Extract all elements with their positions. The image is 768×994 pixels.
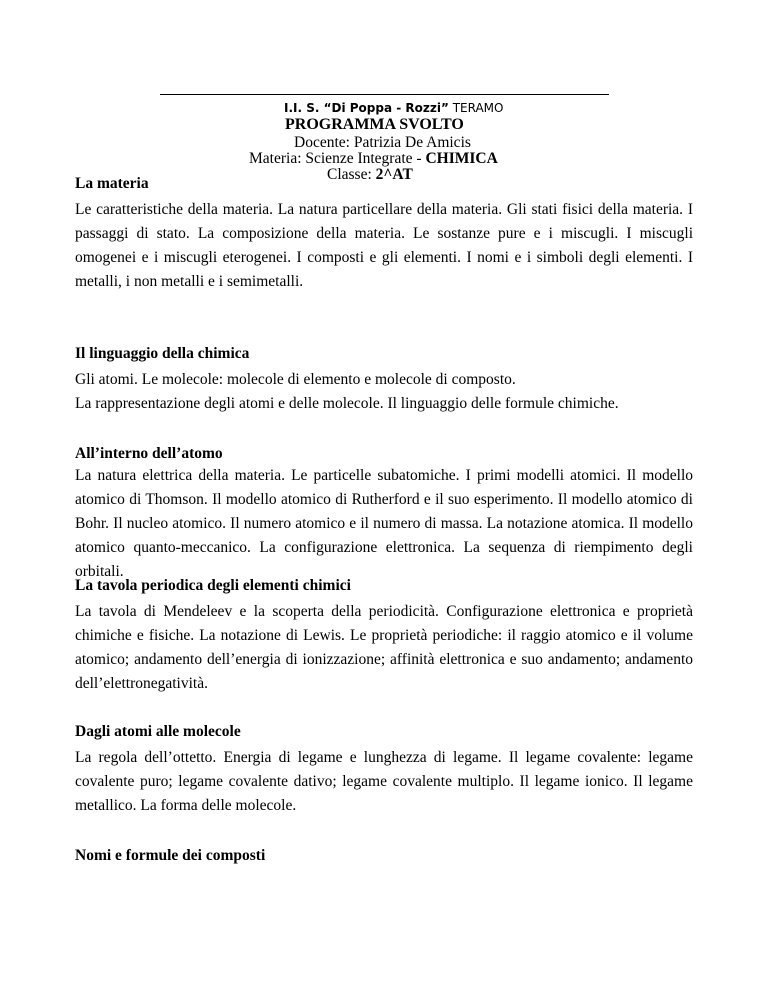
section-text: La regola dell’ottetto. Energia di legame e lunghezza di legame. Il legame covalente: legame covalente puro; legame covalente dativo; legame covalente multiplo. Il legame ionico. Il legame metallico. La forma delle molecole. [75, 749, 693, 814]
section-title: Nomi e formule dei composti [75, 847, 266, 864]
section-nomi-formule [75, 846, 693, 870]
section-title: La tavola periodica degli elementi chimici [75, 577, 351, 594]
school-name-bold: I.I. S. “Di Poppa - Rozzi” [284, 101, 449, 115]
section-interno-atomo [75, 444, 693, 584]
section-atomi-molecole [75, 722, 693, 818]
section-text: Le caratteristiche della materia. La natura particellare della materia. Gli stati fisici della materia. I passaggi di stato. La composizione della materia. Le sostanze pure e i miscugli. I miscugli omogenei e i miscugli eterogenei. I composti e gli elementi. I nomi e i simboli degli elementi. I metalli, i non metalli e i semimetalli. [75, 201, 693, 290]
class-prefix: Classe: [327, 166, 376, 183]
section-title: All’interno dell’atomo [75, 445, 223, 462]
school-name [284, 100, 503, 116]
section-la-materia [75, 174, 693, 294]
section-text-line-2: La rappresentazione degli atomi e delle molecole. Il linguaggio delle formule chimiche. [75, 395, 619, 412]
section-tavola-periodica [75, 576, 693, 696]
section-linguaggio-chimica [75, 344, 693, 416]
teacher-line: Docente: Patrizia De Amicis [294, 134, 471, 151]
class-name: 2^AT [375, 166, 413, 183]
program-title: PROGRAMMA SVOLTO [285, 116, 464, 133]
subject-prefix: Materia: Scienze Integrate - [249, 150, 426, 167]
subject-name: CHIMICA [425, 150, 498, 167]
section-title: Dagli atomi alle molecole [75, 723, 241, 740]
section-text-line-1: Gli atomi. Le molecole: molecole di elemento e molecole di composto. [75, 371, 516, 388]
section-title: La materia [75, 175, 149, 192]
section-title: Il linguaggio della chimica [75, 345, 250, 362]
section-text: La tavola di Mendeleev e la scoperta della periodicità. Configurazione elettronica e proprietà chimiche e fisiche. La notazione di Lewis. Le proprietà periodiche: il raggio atomico e il volume atomico; andamento dell’energia di ionizzazione; affinità elettronica e suo andamento; andamento dell’elettronegatività. [75, 603, 693, 692]
school-city: TERAMO [452, 101, 504, 115]
section-text: La natura elettrica della materia. Le particelle subatomiche. I primi modelli atomici. Il modello atomico di Thomson. Il modello atomico di Rutherford e il suo esperimento. Il modello atomico di Bohr. Il nucleo atomico. Il numero atomico e il numero di massa. La notazione atomica. Il modello atomico quanto-meccanico. La configurazione elettronica. La sequenza di riempimento degli orbitali. [75, 467, 693, 580]
header-rule [160, 94, 609, 95]
